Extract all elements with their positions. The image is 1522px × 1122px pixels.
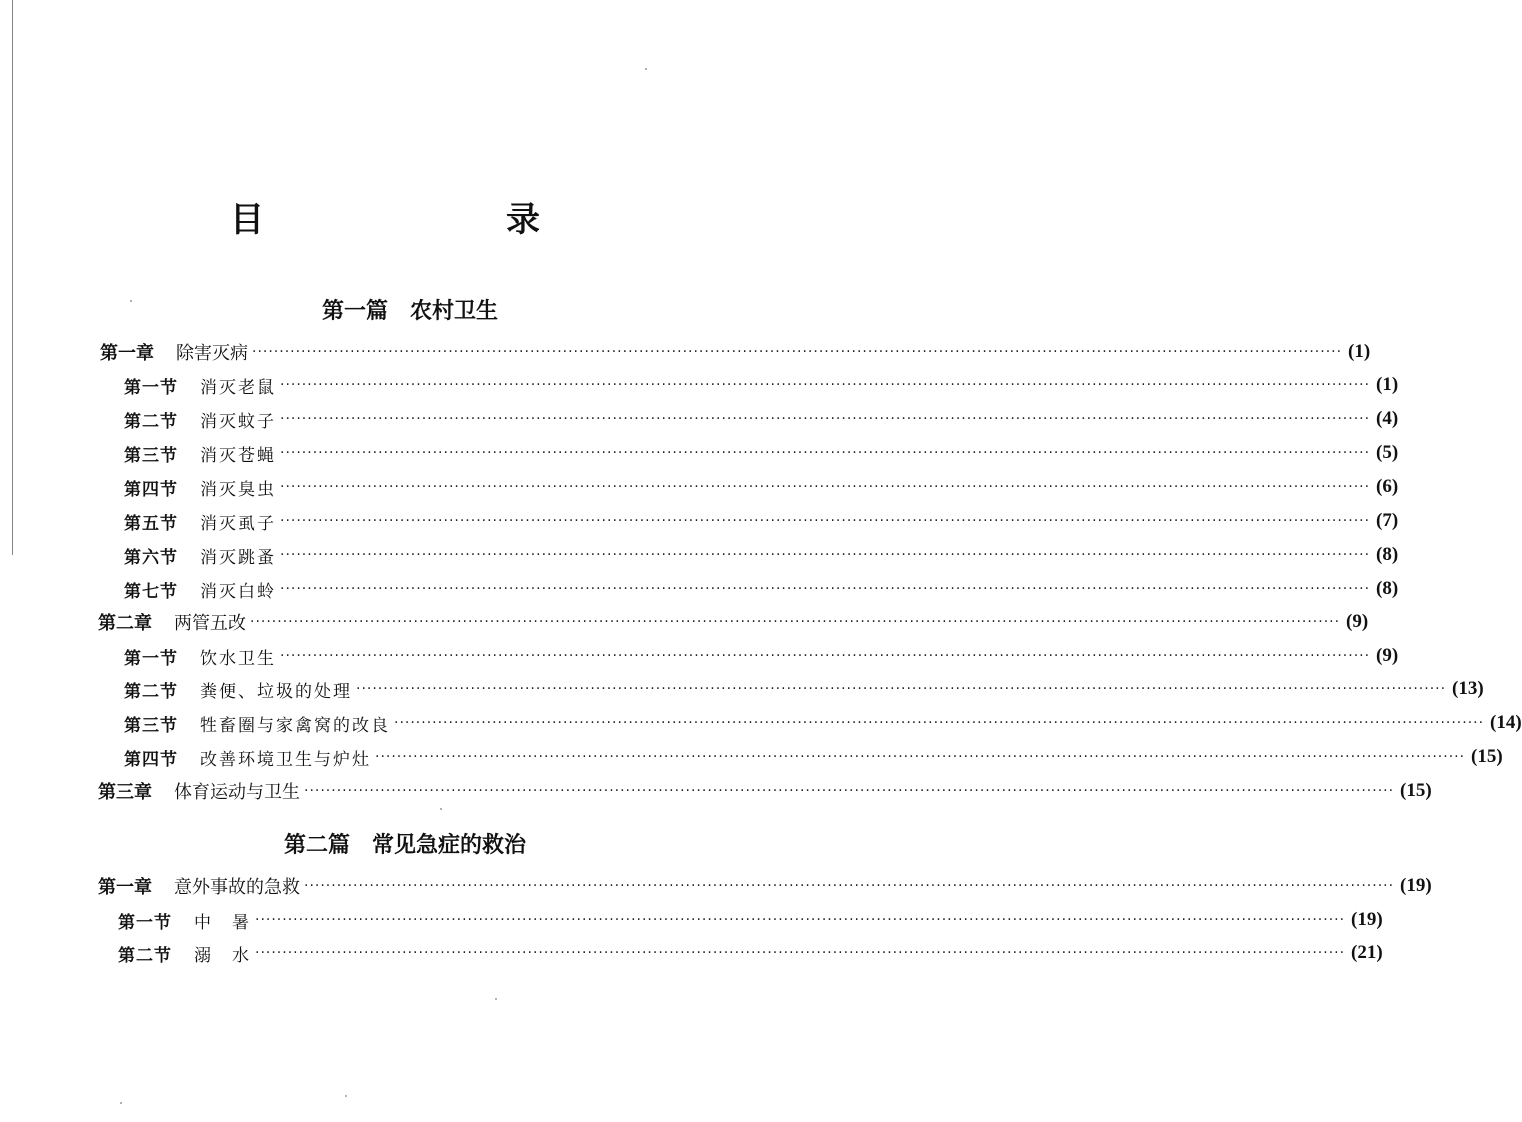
section-title: 消灭老鼠 <box>200 377 276 398</box>
page-number <box>1490 712 1522 734</box>
scan-speck <box>120 1102 122 1104</box>
page-value: 1 <box>1382 374 1392 395</box>
paren-close: ) <box>1376 942 1383 963</box>
chapter-title: 两管五改 <box>174 613 246 634</box>
paren-open: ( <box>1376 374 1383 395</box>
paren-close: ) <box>1515 712 1522 733</box>
section-number: 第四节 <box>124 749 178 770</box>
section-number: 第二节 <box>124 681 178 702</box>
page-value: 19 <box>1406 875 1426 896</box>
page-value: 15 <box>1406 780 1426 801</box>
page-number <box>1471 746 1503 768</box>
page-value: 1 <box>1354 341 1364 362</box>
paren-close: ) <box>1391 408 1399 429</box>
toc-chapter-row <box>100 337 1371 367</box>
leader-dots: ········································································································································································································ <box>280 513 1371 529</box>
paren-open: ( <box>1400 780 1407 801</box>
leader-dots: ········································································································································································································ <box>280 581 1371 597</box>
paren-open: ( <box>1376 476 1383 497</box>
paren-close: ) <box>1391 476 1399 497</box>
paren-open: ( <box>1351 942 1358 963</box>
page-number <box>1376 510 1398 532</box>
section-number: 第二节 <box>118 945 172 966</box>
page-number <box>1376 408 1398 430</box>
section-title: 粪便、垃圾的处理 <box>200 681 352 702</box>
toc-section-row <box>124 438 1399 468</box>
page-number <box>1351 942 1383 964</box>
paren-open: ( <box>1376 510 1383 531</box>
paren-close: ) <box>1425 875 1432 896</box>
toc-section-row <box>124 404 1399 434</box>
page-number <box>1346 611 1368 633</box>
leader-dots: ········································································································································································································ <box>250 614 1341 630</box>
section-title: 饮水卫生 <box>200 648 276 669</box>
chapter-title: 意外事故的急救 <box>174 877 300 898</box>
toc-section-row <box>124 742 1503 772</box>
section-number: 第六节 <box>124 547 178 568</box>
leader-dots: ········································································································································································································ <box>280 411 1371 427</box>
chapter-number: 第一章 <box>100 343 154 364</box>
section-number: 第一节 <box>124 377 178 398</box>
page-number <box>1452 678 1484 700</box>
page-number <box>1376 544 1398 566</box>
page-value: 14 <box>1496 712 1516 733</box>
scan-speck <box>495 998 497 1000</box>
section-number: 第四节 <box>124 479 178 500</box>
leader-dots: ········································································································································································································ <box>394 715 1485 731</box>
section-title: 中 暑 <box>194 912 251 933</box>
paren-close: ) <box>1391 442 1399 463</box>
toc-section-row <box>124 472 1399 502</box>
page-number <box>1400 875 1432 897</box>
toc-section-row <box>118 938 1383 968</box>
paren-open: ( <box>1351 909 1358 930</box>
section-number: 第七节 <box>124 581 178 602</box>
section-title: 牲畜圈与家禽窝的改良 <box>200 715 390 736</box>
leader-dots: ········································································································································································································ <box>304 783 1395 799</box>
section-number: 第二节 <box>124 411 178 432</box>
section-title: 消灭苍蝇 <box>200 445 276 466</box>
paren-open: ( <box>1346 611 1353 632</box>
page-number <box>1400 780 1432 802</box>
section-number: 第三节 <box>124 715 178 736</box>
toc-section-row <box>124 370 1399 400</box>
scan-edge-line <box>12 0 13 555</box>
scan-speck <box>130 300 132 302</box>
section-number: 第五节 <box>124 513 178 534</box>
paren-close: ) <box>1391 510 1399 531</box>
paren-close: ) <box>1496 746 1503 767</box>
paren-open: ( <box>1376 442 1383 463</box>
section-title: 消灭虱子 <box>200 513 276 534</box>
section-title: 消灭白蛉 <box>200 581 276 602</box>
section-title: 消灭蚊子 <box>200 411 276 432</box>
paren-close: ) <box>1477 678 1484 699</box>
scan-speck <box>645 68 647 70</box>
scan-speck <box>440 808 442 810</box>
part-heading-1: 第一篇 农村卫生 <box>321 299 498 324</box>
paren-close: ) <box>1391 578 1399 599</box>
toc-chapter-row <box>98 776 1432 806</box>
section-number: 第一节 <box>118 912 172 933</box>
page-value: 9 <box>1352 611 1362 632</box>
page-number <box>1376 374 1398 396</box>
paren-close: ) <box>1425 780 1432 801</box>
page-number <box>1376 578 1398 600</box>
page-value: 21 <box>1357 942 1377 963</box>
leader-dots: ········································································································································································································ <box>255 912 1346 928</box>
paren-close: ) <box>1391 544 1399 565</box>
page-value: 19 <box>1357 909 1377 930</box>
paren-close: ) <box>1363 341 1371 362</box>
section-title: 消灭臭虫 <box>200 479 276 500</box>
section-title: 改善环境卫生与炉灶 <box>200 749 371 770</box>
paren-open: ( <box>1471 746 1478 767</box>
leader-dots: ········································································································································································································ <box>252 344 1343 360</box>
paren-open: ( <box>1400 875 1407 896</box>
leader-dots: ········································································································································································································ <box>280 479 1371 495</box>
toc-section-row <box>118 905 1383 935</box>
toc-section-row <box>124 708 1522 738</box>
page-value: 6 <box>1382 476 1392 497</box>
chapter-number: 第三章 <box>98 782 152 803</box>
section-title: 溺 水 <box>194 945 251 966</box>
page-value: 13 <box>1458 678 1478 699</box>
page-value: 8 <box>1382 578 1392 599</box>
toc-section-row <box>124 506 1399 536</box>
page-value: 7 <box>1382 510 1392 531</box>
toc-chapter-row <box>98 607 1369 637</box>
paren-open: ( <box>1376 408 1383 429</box>
page-number <box>1351 909 1383 931</box>
paren-close: ) <box>1376 909 1383 930</box>
paren-open: ( <box>1376 544 1383 565</box>
page-number <box>1376 476 1398 498</box>
chapter-number: 第一章 <box>98 877 152 898</box>
section-number: 第三节 <box>124 445 178 466</box>
page-value: 15 <box>1477 746 1497 767</box>
scan-speck <box>345 1095 347 1097</box>
page-value: 8 <box>1382 544 1392 565</box>
leader-dots: ········································································································································································································ <box>280 377 1371 393</box>
paren-open: ( <box>1348 341 1355 362</box>
paren-close: ) <box>1391 645 1399 666</box>
leader-dots: ········································································································································································································ <box>304 878 1395 894</box>
part-heading-2: 第二篇 常见急症的救治 <box>283 833 526 858</box>
leader-dots: ········································································································································································································ <box>375 749 1466 765</box>
paren-close: ) <box>1391 374 1399 395</box>
paren-open: ( <box>1376 645 1383 666</box>
page-value: 9 <box>1382 645 1392 666</box>
toc-section-row <box>124 540 1399 570</box>
page-value: 4 <box>1382 408 1392 429</box>
page-title: 目 录 <box>230 200 598 240</box>
page-number <box>1376 645 1398 667</box>
page-number <box>1348 341 1370 363</box>
leader-dots: ········································································································································································································ <box>280 547 1371 563</box>
chapter-title: 体育运动与卫生 <box>174 782 300 803</box>
chapter-number: 第二章 <box>98 613 152 634</box>
toc-section-row <box>124 574 1399 604</box>
section-number: 第一节 <box>124 648 178 669</box>
leader-dots: ········································································································································································································ <box>356 681 1447 697</box>
paren-open: ( <box>1376 578 1383 599</box>
leader-dots: ········································································································································································································ <box>280 648 1371 664</box>
page-value: 5 <box>1382 442 1392 463</box>
section-title: 消灭跳蚤 <box>200 547 276 568</box>
paren-close: ) <box>1361 611 1369 632</box>
paren-open: ( <box>1452 678 1459 699</box>
page-number <box>1376 442 1398 464</box>
toc-section-row <box>124 674 1484 704</box>
leader-dots: ········································································································································································································ <box>255 945 1346 961</box>
paren-open: ( <box>1490 712 1497 733</box>
toc-chapter-row <box>98 871 1432 901</box>
leader-dots: ········································································································································································································ <box>280 445 1371 461</box>
chapter-title: 除害灭病 <box>176 343 248 364</box>
toc-section-row <box>124 641 1399 671</box>
